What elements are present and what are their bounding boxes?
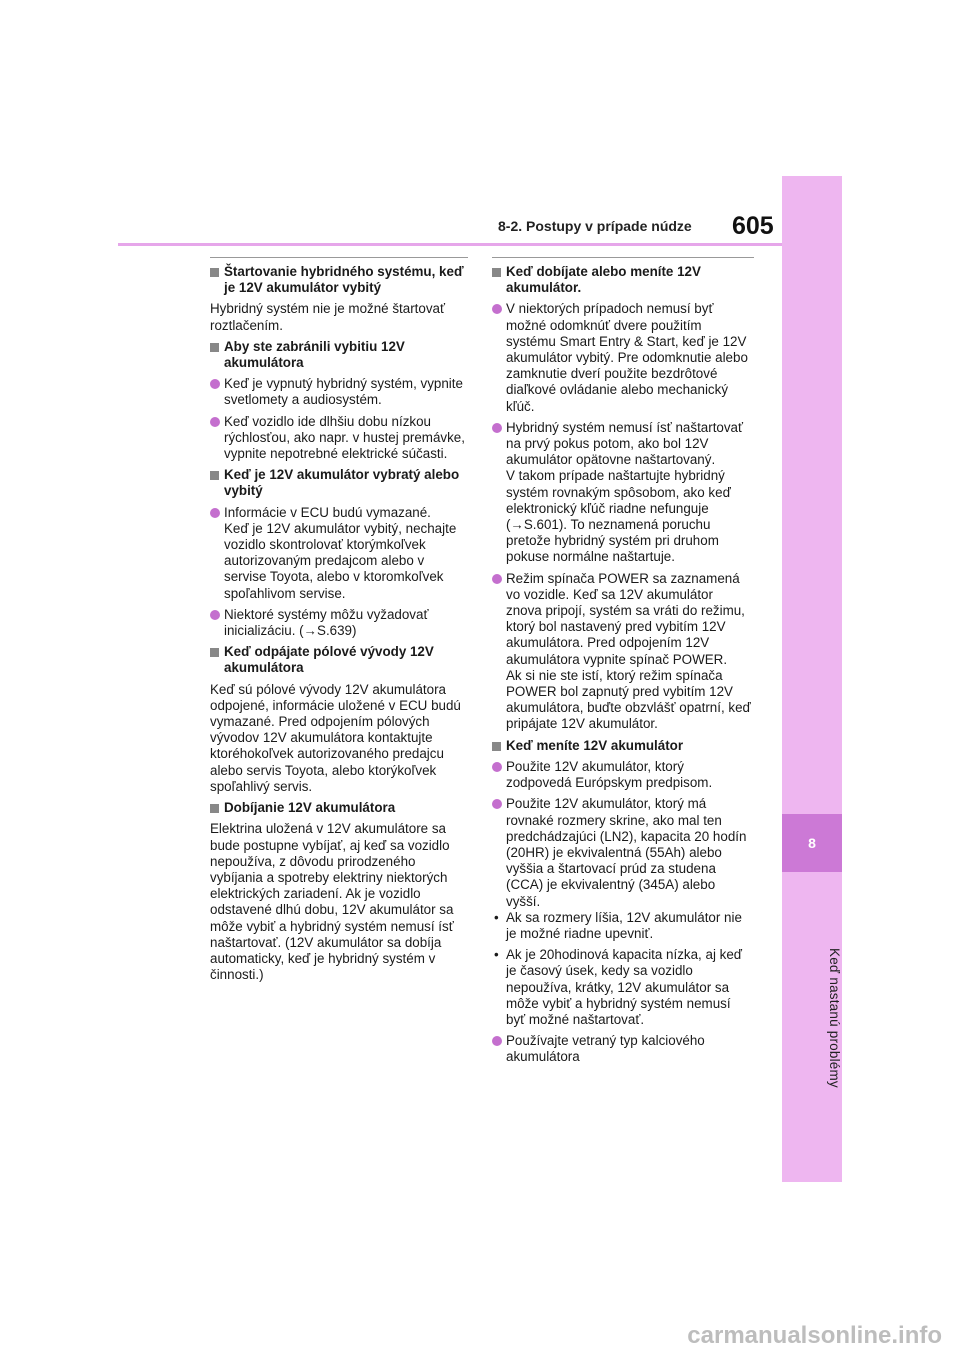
chapter-label: Keď nastanú problémy — [827, 948, 842, 1088]
bullet-item: Keď vozidlo ide dlhšiu dobu nízkou rýchlosťou, ako napr. v hustej premávke, vypnite nepotrebné elektrické súčasti. — [210, 414, 470, 463]
left-column — [210, 264, 470, 988]
header-rule — [118, 243, 782, 246]
heading: Keď dobíjate alebo meníte 12V akumulátor. — [492, 264, 752, 296]
bullet-item: Informácie v ECU budú vymazané. Keď je 12V akumulátor vybitý, nechajte vozidlo skontrolovať ktorýmkoľvek autorizovaným predajcom alebo v servise Toyota, alebo v ktoromkoľvek spoľahlivom servise. — [210, 505, 470, 602]
bullet-item: Keď je vypnutý hybridný systém, vypnite svetlomety a audiosystém. — [210, 376, 470, 408]
heading: Aby ste zabránili vybitiu 12V akumulátora — [210, 339, 470, 371]
bullet-item: Režim spínača POWER sa zaznamená vo vozidle. Keď sa 12V akumulátor znova pripojí, systém sa vráti do režimu, ktorý bol nastavený pred vybitím 12V akumulátora. Pred odpojením 12V akumulátora vypnite spínač POWER. Ak si nie ste istí, ktorý režim spínača POWER bol zapnutý pred vybitím 12V akumulátora, buďte obzvlášť opatrní, keď pripájate 12V akumulátor. — [492, 571, 752, 733]
bullet-item: V niektorých prípadoch nemusí byť možné odomknúť dvere použitím systému Smart Entry & Start, keď je 12V akumulátor vybitý. Pre odomknutie alebo zamknutie dverí použite bezdrôtové diaľkové ovládanie alebo mechanický kľúč. — [492, 301, 752, 414]
page-number: 605 — [732, 212, 774, 240]
heading: Dobíjanie 12V akumulátora — [210, 800, 470, 816]
bullet-item: Hybridný systém nemusí ísť naštartovať na prvý pokus potom, ako bol 12V akumulátor opätovne naštartovaný. V takom prípade naštartujte hybridný systém rovnakým spôsobom, ako keď elektronický kľúč riadne nefunguje (→S.601). To neznamená poruchu pretože hybridný systém pri druhom pokuse normálne naštartuje. — [492, 420, 752, 566]
bullet-item: Používajte vetraný typ kalciového akumulátora — [492, 1033, 752, 1065]
heading: Štartovanie hybridného systému, keď je 12V akumulátor vybitý — [210, 264, 470, 296]
bullet-item: Použite 12V akumulátor, ktorý má rovnaké rozmery skrine, ako mal ten predchádzajúci (LN2), kapacita 20 hodín (20HR) je ekvivalentná (55Ah) alebo vyššia a štartovací prúd za studena (CCA) je ekvivalentný (345A) alebo vyšší. — [492, 796, 752, 909]
paragraph: Elektrina uložená v 12V akumulátore sa bude postupne vybíjať, aj keď sa vozidlo nepoužíva, z dôvodu prirodzeného vybíjania a spotreby elektriny niektorých elektrických zariadení. Ak je vozidlo odstavené dlhú dobu, 12V akumulátor sa môže vybiť a hybridný systém nemusí ísť naštartovať. (12V akumulátor sa dobíja automaticky, keď je hybridný systém v činnosti.) — [210, 821, 454, 983]
right-column-rule — [492, 257, 754, 258]
chapter-number: 8 — [782, 814, 842, 872]
paragraph: Keď sú pólové vývody 12V akumulátora odpojené, informácie uložené v ECU budú vymazané. Pred odpojením pólových vývodov 12V akumulátora kontaktujte ktoréhokoľvek autorizovaného predajcu alebo servis Toyota, alebo ktorýkoľvek spoľahlivý servis. — [210, 681, 461, 794]
heading: Keď je 12V akumulátor vybratý alebo vybitý — [210, 467, 470, 499]
bullet-item: Niektoré systémy môžu vyžadovať inicializáciu. (→S.639) — [210, 607, 470, 639]
sub-bullet-item: • Ak sa rozmery líšia, 12V akumulátor nie je možné riadne upevniť. — [492, 910, 752, 942]
chapter-side-tab — [782, 176, 842, 1182]
paragraph: Hybridný systém nie je možné štartovať roztlačením. — [210, 301, 445, 333]
left-column-rule — [210, 257, 468, 258]
heading: Keď meníte 12V akumulátor — [492, 738, 752, 754]
bullet-item: Použite 12V akumulátor, ktorý zodpovedá Európskym predpisom. — [492, 759, 752, 791]
heading: Keď odpájate pólové vývody 12V akumulátora — [210, 644, 470, 676]
sub-bullet-item: • Ak je 20hodinová kapacita nízka, aj keď je časový úsek, kedy sa vozidlo nepoužíva, krátky, 12V akumulátor sa môže vybiť a hybridný systém nemusí byť možné naštartovať. — [492, 947, 752, 1028]
watermark: carmanualsonline.info — [687, 1322, 942, 1349]
section-title: 8-2. Postupy v prípade núdze — [498, 218, 692, 234]
right-column — [492, 264, 752, 1071]
